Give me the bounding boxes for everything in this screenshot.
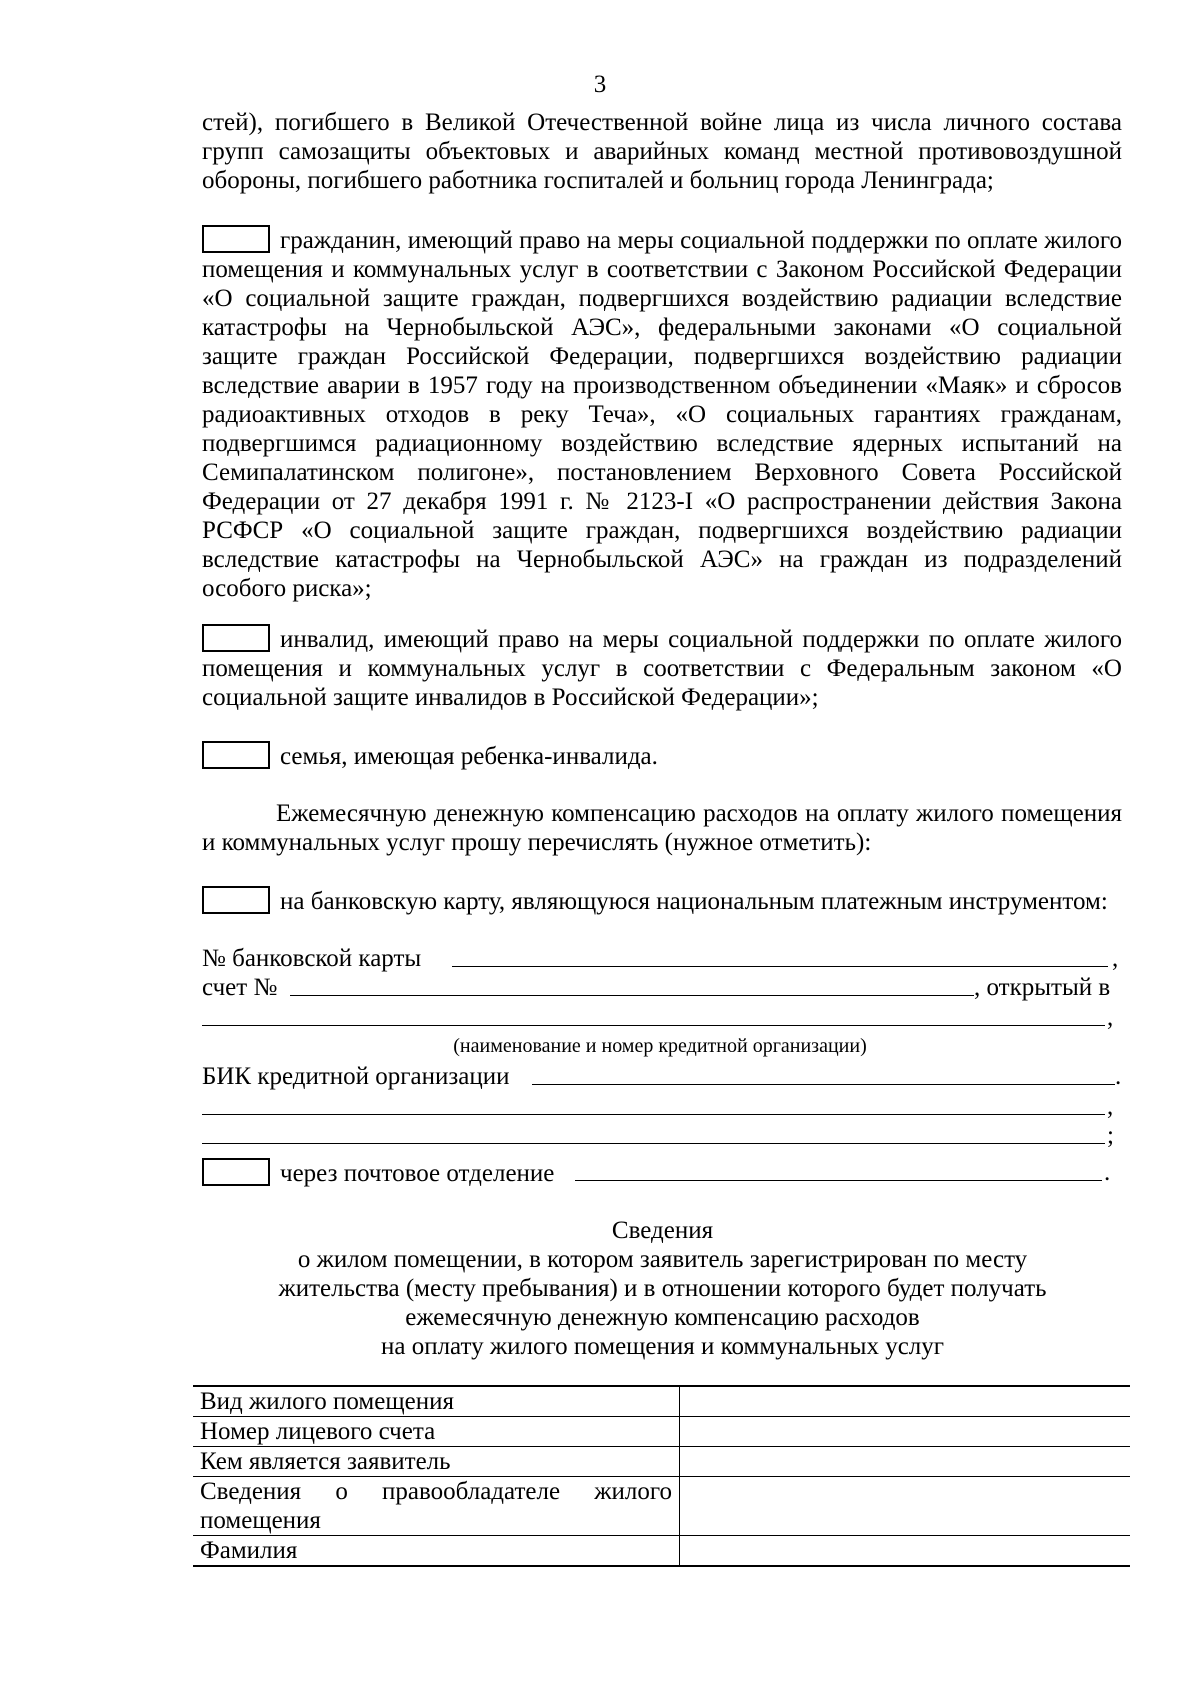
extra-semicolon: ; [1107, 1122, 1114, 1149]
bik-field[interactable] [532, 1062, 1115, 1085]
option-bank-card [202, 886, 1122, 916]
info-subtitle-3: ежемесячную денежную компенсацию расходов [405, 1304, 920, 1331]
intro-paragraph [202, 108, 1122, 195]
card-number-comma: , [1112, 945, 1119, 972]
post-office-label: через почтовое отделение [280, 1160, 555, 1187]
option-invalid-text: инвалид, имеющий право на меры социальной поддержки по оплате жилого помещения и коммунальных услуг в соответствии с Федеральным законом «О социальной защите инвалидов в Российской Федерации»; [202, 626, 1122, 711]
checkbox-bank-card[interactable] [202, 886, 270, 914]
extra-line-2 [202, 1121, 1122, 1150]
intro-paragraph-text: стей), погибшего в Великой Отечественной войне лица из числа личного состава групп самозащиты объектовых и аварийных команд местной противовоздушной обороны, погибшего работника госпиталей и больниц города Ленинграда; [202, 109, 1122, 194]
post-office-period: . [1104, 1159, 1111, 1186]
table-row [193, 1536, 1130, 1567]
row-value[interactable] [680, 1386, 1131, 1417]
info-subtitle-4: на оплату жилого помещения и коммунальных услуг [380, 1333, 945, 1360]
row-label: Кем является заявитель [193, 1447, 680, 1477]
credit-org-line [202, 1003, 1122, 1032]
option-invalid [202, 624, 1122, 712]
extra-field-1[interactable] [202, 1092, 1105, 1115]
info-subtitle-2: жительства (месту пребывания) и в отношении которого будет получать [278, 1275, 1047, 1302]
extra-field-2[interactable] [202, 1121, 1105, 1144]
table-row [193, 1447, 1130, 1477]
row-label: Вид жилого помещения [193, 1386, 680, 1417]
extra-comma: , [1107, 1093, 1114, 1120]
bik-label: БИК кредитной организации [202, 1063, 510, 1090]
table-row [193, 1386, 1130, 1417]
post-office-field[interactable] [575, 1158, 1102, 1181]
account-label: счет № [202, 974, 278, 1001]
page-number: 3 [593, 71, 607, 98]
row-value[interactable] [680, 1417, 1131, 1447]
opened-in-label: , открытый в [974, 974, 1111, 1001]
option-bank-card-text: на банковскую карту, являющуюся национальным платежным инструментом: [280, 888, 1108, 915]
credit-org-caption: (наименование и номер кредитной организации) [453, 1035, 867, 1057]
account-field[interactable] [290, 973, 974, 996]
table-row [193, 1417, 1130, 1447]
checkbox-family[interactable] [202, 741, 270, 769]
bik-period: . [1115, 1063, 1122, 1090]
housing-info-table [193, 1385, 1130, 1567]
credit-org-comma: , [1107, 1004, 1114, 1031]
checkbox-chernobyl[interactable] [202, 225, 270, 253]
row-label: Сведения о правообладателе жилого помещения [193, 1477, 680, 1536]
option-chernobyl-text: гражданин, имеющий право на меры социальной поддержки по оплате жилого помещения и коммунальных услуг в соответствии с Законом Российской Федерации «О социальной защите граждан, подвергшихся воздействию радиации вследствие катастрофы на Чернобыльской АЭС», федеральными законами «О социальной защите граждан Российской Федерации, подвергшихся воздействию радиации вследствие аварии в 1957 году на производственном объединении «Маяк» и сбросов радиоактивных отходов в реку Теча», «О социальных гарантиях гражданам, подвергшимся радиационному воздействию вследствие ядерных испытаний на Семипалатинском полигоне», постановлением Верховного Совета Российской Федерации от 27 декабря 1991 г. № 2123-I «О распространении действия Закона РСФСР «О социальной защите граждан, подвергшихся воздействию радиации вследствие катастрофы на Чернобыльской АЭС» на граждан из подразделений особого риска»; [202, 227, 1122, 602]
option-family [202, 741, 1122, 771]
option-chernobyl [202, 225, 1122, 603]
info-subtitle-1: о жилом помещении, в котором заявитель зарегистрирован по месту [297, 1246, 1028, 1273]
credit-org-field[interactable] [202, 1003, 1105, 1026]
payment-intro-text: Ежемесячную денежную компенсацию расходов на оплату жилого помещения и коммунальных услуг прошу перечислять (нужное отметить): [202, 800, 1122, 856]
post-office-line [202, 1158, 1122, 1187]
card-number-label: № банковской карты [202, 945, 422, 972]
table-row [193, 1477, 1130, 1536]
row-label: Фамилия [193, 1536, 680, 1567]
row-label: Номер лицевого счета [193, 1417, 680, 1447]
row-value[interactable] [680, 1477, 1131, 1536]
option-family-text: семья, имеющая ребенка-инвалида. [280, 743, 658, 770]
card-number-line [202, 944, 1122, 973]
bik-line [202, 1062, 1122, 1091]
extra-line-1 [202, 1092, 1122, 1121]
row-value[interactable] [680, 1447, 1131, 1477]
info-title: Сведения [611, 1217, 714, 1244]
card-number-field[interactable] [452, 944, 1108, 967]
payment-intro [202, 799, 1122, 857]
checkbox-invalid[interactable] [202, 624, 270, 652]
checkbox-post-office[interactable] [202, 1158, 270, 1186]
row-value[interactable] [680, 1536, 1131, 1567]
account-line [202, 973, 1122, 1002]
